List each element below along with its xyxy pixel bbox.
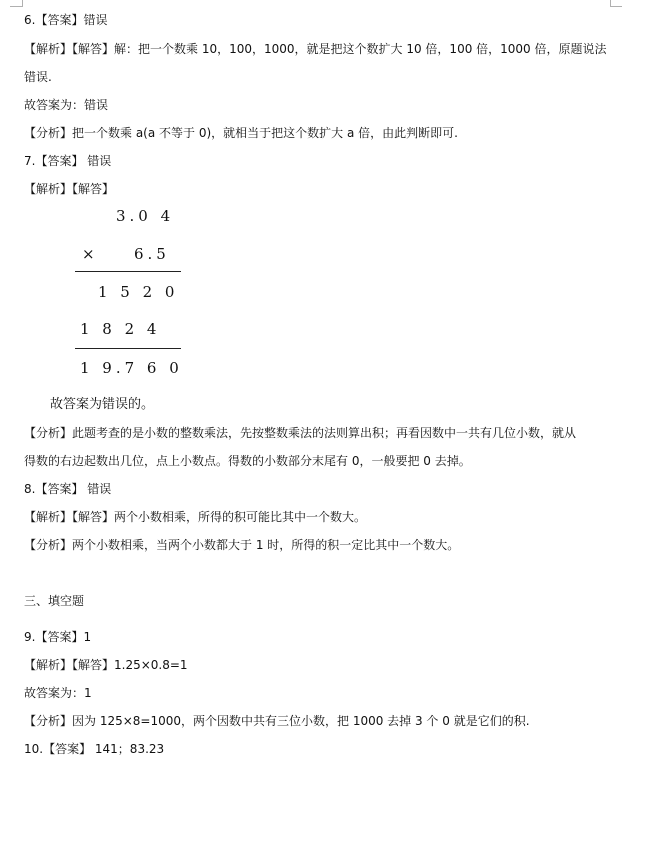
q8-analysis: 【解析】【解答】两个小数相乘，所得的积可能比其中一个数大。 — [24, 510, 367, 524]
q8-answer: 8.【答案】 错误 — [24, 482, 112, 496]
calc-partial-product-2: 1 8 2 4 — [80, 320, 161, 338]
calc-multiplier: 6.5 — [134, 245, 170, 263]
calc-result: 1 9.7 6 0 — [80, 359, 183, 377]
q6-analysis-line2: 错误. — [24, 70, 52, 84]
q7-note-line2: 得数的右边起数出几位，点上小数点。得数的小数部分末尾有 0，一般要把 0 去掉。 — [24, 454, 471, 468]
q6-note: 【分析】把一个数乘 a(a 不等于 0)，就相当于把这个数扩大 a 倍，由此判断即可. — [24, 126, 458, 140]
q9-analysis: 【解析】【解答】1.25×0.8=1 — [24, 658, 188, 672]
calc-partial-product-1: 1 5 2 0 — [98, 283, 179, 301]
q9-answer: 9.【答案】1 — [24, 630, 92, 644]
q7-conclusion: 故答案为错误的。 — [50, 397, 155, 412]
q7-note-line1: 【分析】此题考查的是小数的整数乘法，先按整数乘法的法则算出积；再看因数中一共有几位小数，就从 — [24, 426, 577, 440]
q6-analysis-line1: 【解析】【解答】解：把一个数乘 10，100，1000，就是把这个数扩大 10 倍，100 倍，1000 倍，原题说法 — [24, 42, 607, 56]
page-corner-mark-left-h — [10, 6, 22, 7]
q6-answer: 6.【答案】错误 — [24, 13, 108, 27]
q10-answer: 10.【答案】 141；83.23 — [24, 742, 165, 756]
calc-rule-1 — [75, 271, 181, 272]
page-corner-mark-left-v — [22, 0, 23, 7]
q9-conclusion: 故答案为：1 — [24, 686, 92, 700]
section-title: 三、填空题 — [24, 594, 85, 608]
q6-conclusion: 故答案为：错误 — [24, 98, 109, 112]
q7-analysis: 【解析】【解答】 — [24, 182, 115, 196]
q7-answer: 7.【答案】 错误 — [24, 154, 112, 168]
q8-note: 【分析】两个小数相乘，当两个小数都大于 1 时，所得的积一定比其中一个数大。 — [24, 538, 460, 552]
calc-times-sign: × — [82, 245, 99, 263]
calc-rule-2 — [75, 348, 181, 349]
calc-multiplicand: 3.0 4 — [116, 207, 175, 225]
page-corner-mark-right-v — [610, 0, 611, 7]
page-corner-mark-right-h — [610, 6, 622, 7]
q9-note: 【分析】因为 125×8=1000，两个因数中共有三位小数，把 1000 去掉 3 个 0 就是它们的积. — [24, 714, 530, 728]
